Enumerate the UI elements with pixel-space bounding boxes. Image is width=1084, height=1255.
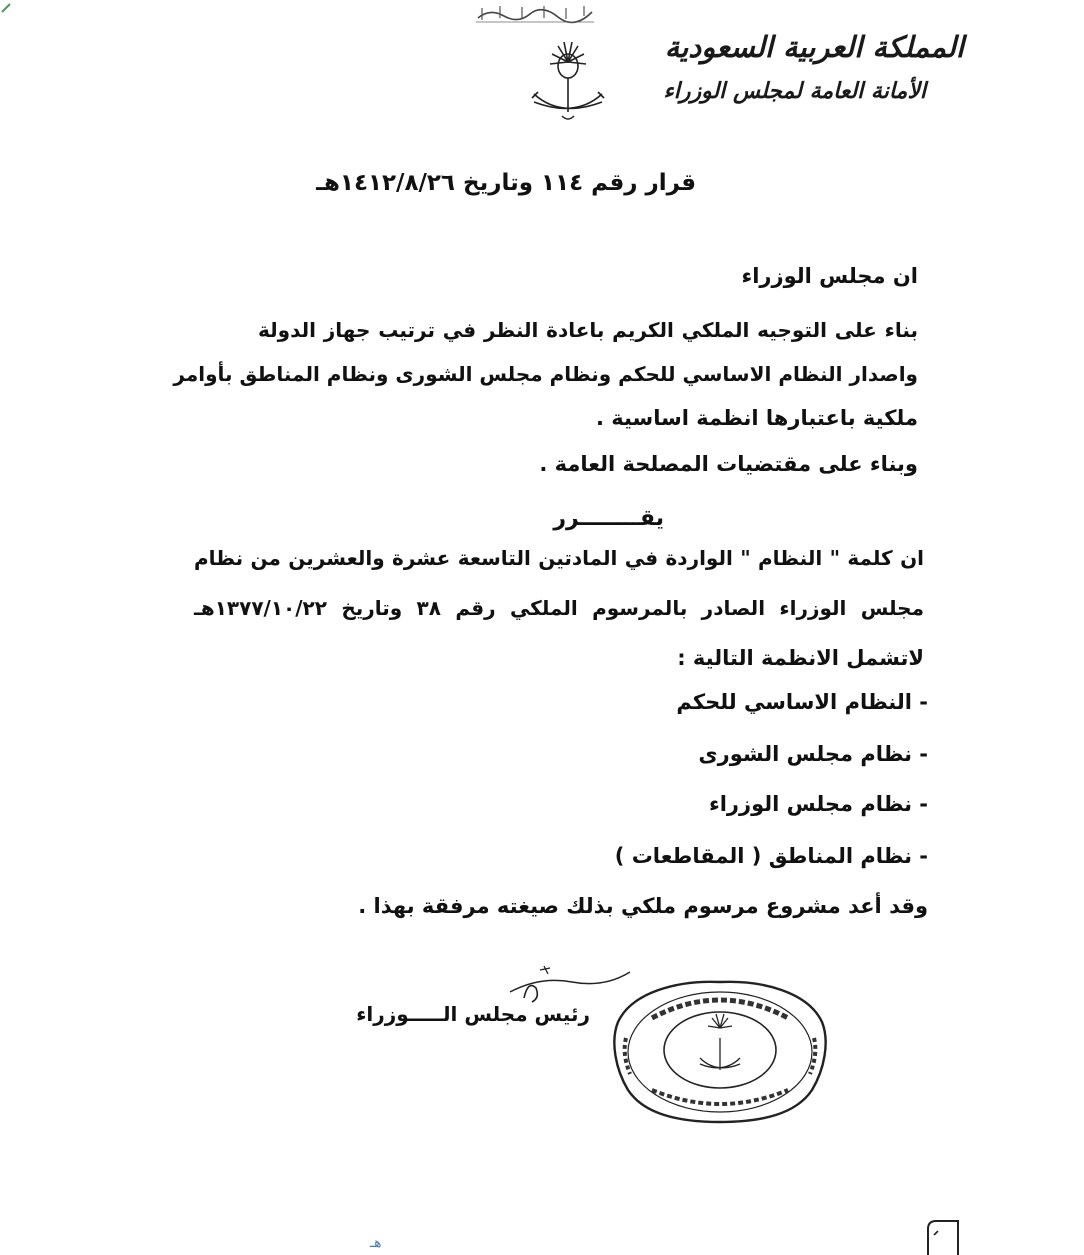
list-item: - النظام الاساسي للحكم (676, 690, 928, 714)
opening-line: ان مجلس الوزراء (741, 264, 918, 288)
decree-line-2: مجلس الوزراء الصادر بالمرسوم الملكي رقم ٣٨ وتاريخ ١٣٧٧/١٠/٢٢هـ (194, 596, 924, 620)
official-stamp (612, 978, 828, 1124)
corner-mark-icon (0, 0, 20, 14)
signatory-title: رئيس مجلس الـــــوزراء (356, 1002, 590, 1026)
decree-line-3: لاتشمل الانظمة التالية : (677, 646, 924, 670)
closing-line: وقد أعد مشروع مرسوم ملكي بذلك صيغته مرفقة بهذا . (358, 894, 928, 918)
kingdom-heading: المملكة العربية السعودية (664, 30, 964, 64)
basmala-calligraphy (470, 0, 600, 26)
paragraph-2: وبناء على مقتضيات المصلحة العامة . (539, 452, 918, 476)
paragraph-1-line-3: ملكية باعتبارها انظمة اساسية . (595, 406, 918, 430)
paragraph-1-line-1: بناء على التوجيه الملكي الكريم باعادة النظر في ترتيب جهاز الدولة (258, 318, 918, 342)
paragraph-1-line-2: واصدار النظام الاساسي للحكم ونظام مجلس الشورى ونظام المناطق بأوامر (173, 362, 918, 386)
list-item: - نظام المناطق ( المقاطعات ) (614, 844, 928, 868)
list-item: - نظام مجلس الوزراء (708, 792, 928, 816)
secretariat-heading: الأمانة العامة لمجلس الوزراء (663, 78, 926, 104)
list-item: - نظام مجلس الشورى (698, 742, 928, 766)
saudi-emblem-icon (520, 32, 616, 128)
decision-title: قرار رقم ١١٤ وتاريخ ١٤١٢/٨/٢٦هـ (316, 170, 696, 196)
footer-mark: هـ (370, 1235, 382, 1251)
page-corner-mark-icon (924, 1217, 962, 1255)
decree-line-1: ان كلمة " النظام " الواردة في المادتين التاسعة عشرة والعشرين من نظام (194, 546, 924, 570)
decides-heading: يقــــــــرر (553, 506, 664, 531)
